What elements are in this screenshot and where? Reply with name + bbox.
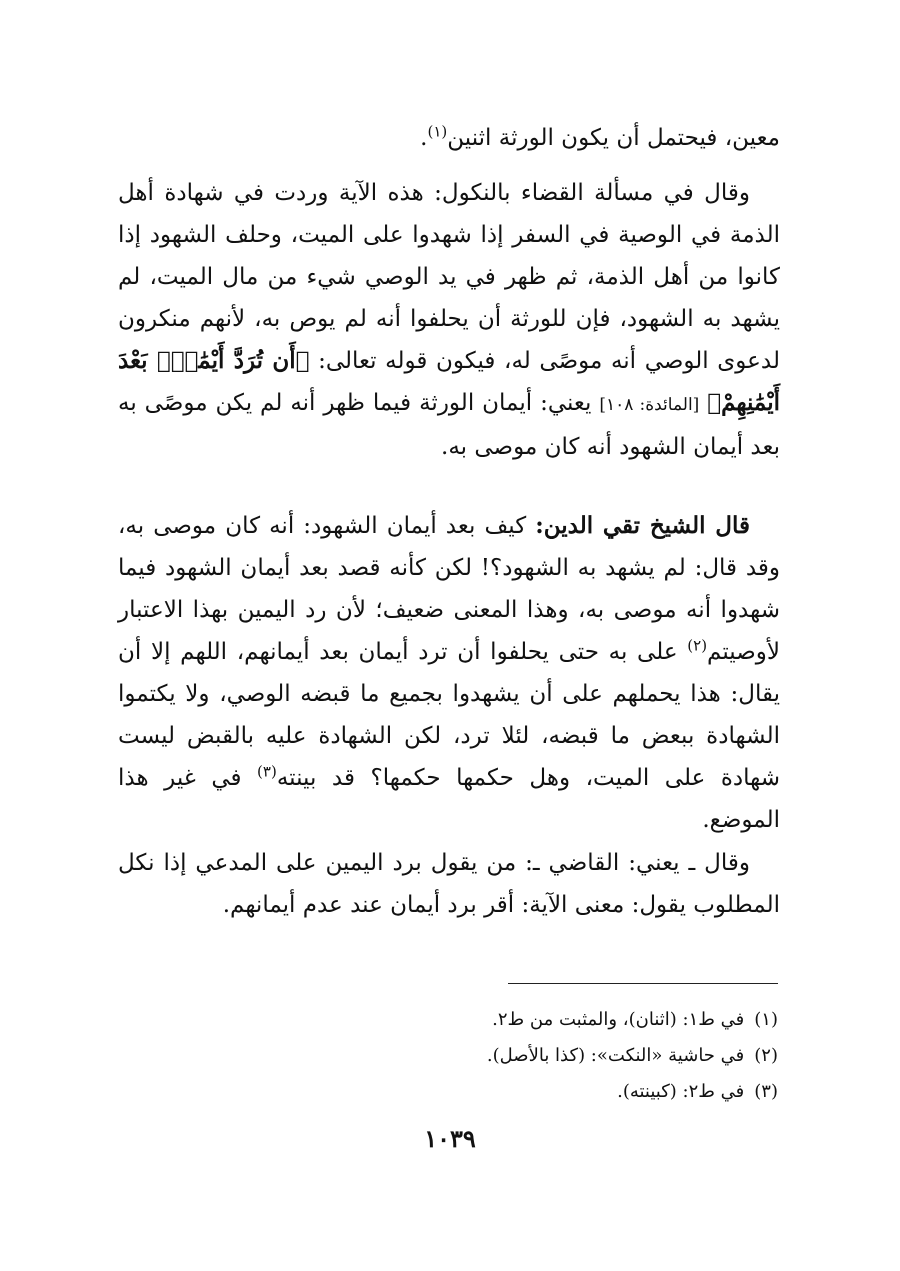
paragraph-3-text-c: في غير هذا الموضع. (118, 765, 780, 833)
paragraph-2-text-before-verse: وقال في مسألة القضاء بالنكول: هذه الآية وردت في شهادة أهل الذمة في الوصية في السفر إذا شهدوا على الميت، وحلف الشهود إذا كانوا من أهل الذمة، ثم ظهر في يد الوصي شيء من مال الميت، لم يشهد به الشهود، فإن للورثة أن يحلفوا أنه لم يوص به، لأنهم منكرون لدعوى الوصي أنه موصًى له، فيكون قوله تعالى: (118, 180, 780, 374)
footnote-ref-2[interactable]: (٢) (687, 636, 708, 655)
paragraph-1-text: معين، فيحتمل أن يكون الورثة اثنين (447, 125, 780, 151)
footnote-1 (300, 1002, 778, 1038)
footnote-2 (300, 1038, 778, 1074)
paragraph-2-text-after-verse: يعني: أيمان الورثة فيما ظهر أنه لم يكن موصًى به بعد أيمان الشهود أنه كان موصى به. (118, 390, 780, 460)
paragraph-1 (118, 117, 780, 159)
paragraph-4 (118, 842, 780, 926)
paragraph-1-end: . (420, 125, 428, 151)
footnote-number: (١) (754, 1009, 778, 1030)
paragraph-3-text-a: كيف بعد أيمان الشهود: أنه كان موصى به، وقد قال: لم يشهد به الشهود؟! لكن كأنه قصد بعد أيمان الشهود فيما شهدوا أنه موصى به، وهذا المعنى ضعيف؛ لأن رد اليمين بهذا الاعتبار لأوصيتم (118, 513, 780, 665)
footnote-number: (٣) (754, 1081, 778, 1102)
footnote-3 (300, 1074, 778, 1110)
quran-verse: ﴿أَن تُرَدَّ أَيْمَٰنٌۢ بَعْدَ أَيْمَٰنِهِمْ﴾ (118, 347, 781, 416)
footnote-number: (٢) (754, 1045, 778, 1066)
footnote-ref-3[interactable]: (٣) (257, 762, 277, 781)
footnotes (300, 1002, 778, 1110)
footnote-text: في ط٢: (كبينته). (617, 1081, 745, 1102)
page-number: ١٠٣٩ (424, 1124, 476, 1153)
speaker-name: قال الشيخ تقي الدين: (535, 512, 751, 539)
paragraph-2 (118, 172, 780, 468)
footnote-separator (508, 983, 778, 984)
footnote-text: في ط١: (اثنان)، والمثبت من ط٢. (492, 1009, 745, 1030)
verse-citation: [المائدة: ١٠٨] (599, 395, 700, 415)
footnote-text: في حاشية «النكت»: (كذا بالأصل). (486, 1045, 745, 1066)
paragraph-4-text: وقال ـ يعني: القاضي ـ: من يقول برد اليمين على المدعي إذا نكل المطلوب يقول: معنى الآية: أقر برد أيمان عند عدم أيمانهم. (118, 850, 780, 918)
paragraph-3 (118, 505, 780, 841)
paragraph-3-text-b: على به حتى يحلفوا أن ترد أيمان بعد أيمانهم، اللهم إلا أن يقال: هذا يحملهم على أن يشهدوا بجميع ما قبضه الوصي، ولا يكتموا الشهادة ببعض ما قبضه، لئلا ترد، لكن الشهادة عليه بالقبض ليست شهادة على الميت، وهل حكمها حكمها؟ قد بينته (118, 639, 781, 791)
footnote-ref-1[interactable]: (١) (427, 122, 448, 141)
